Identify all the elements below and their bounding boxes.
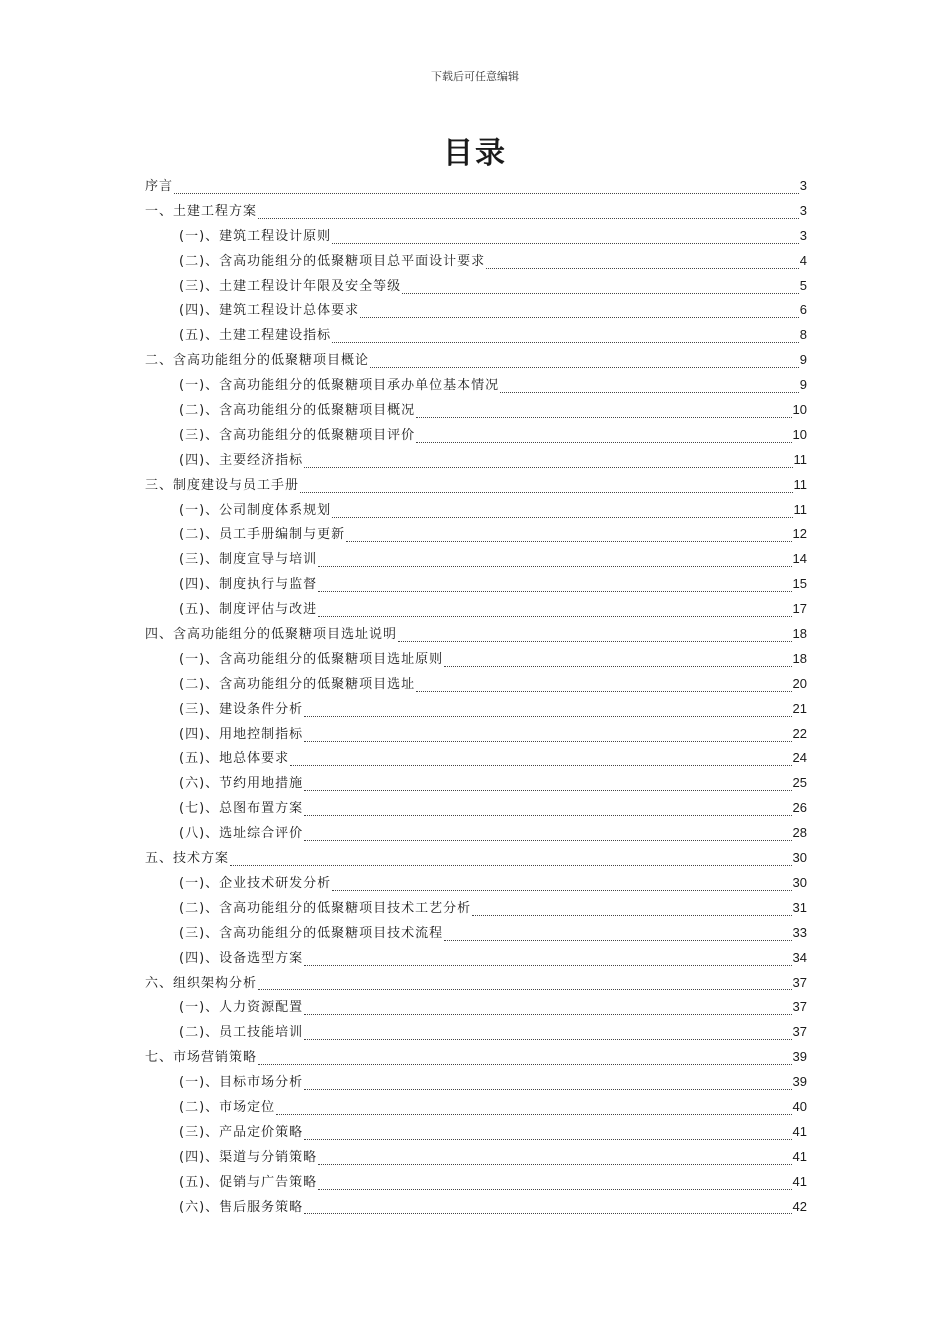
toc-entry-page-number: 37 bbox=[792, 1024, 807, 1040]
toc-entry[interactable] bbox=[145, 672, 807, 697]
toc-entry-label: (一)、建筑工程设计原则 bbox=[179, 228, 332, 244]
toc-entry-label: (四)、渠道与分销策略 bbox=[179, 1149, 318, 1165]
toc-entry-label: (一)、企业技术研发分析 bbox=[179, 875, 332, 891]
toc-dot-leader bbox=[304, 1004, 791, 1015]
toc-entry-page-number: 37 bbox=[792, 974, 807, 990]
toc-entry-page-number: 18 bbox=[792, 650, 807, 666]
toc-entry-label: (一)、公司制度体系规划 bbox=[179, 502, 332, 518]
toc-entry-label: (六)、售后服务策略 bbox=[179, 1199, 304, 1215]
toc-entry-page-number: 34 bbox=[792, 949, 807, 965]
toc-entry-page-number: 41 bbox=[792, 1123, 807, 1139]
toc-entry-page-number: 39 bbox=[792, 1074, 807, 1090]
toc-entry-label: (五)、地总体要求 bbox=[179, 751, 290, 767]
toc-entry-label: (三)、建设条件分析 bbox=[179, 701, 304, 717]
toc-entry[interactable] bbox=[145, 1170, 807, 1195]
toc-dot-leader bbox=[360, 307, 799, 318]
toc-entry-label: (一)、含高功能组分的低聚糖项目选址原则 bbox=[179, 651, 444, 667]
toc-entry-page-number: 41 bbox=[792, 1148, 807, 1164]
toc-dot-leader bbox=[304, 731, 791, 742]
toc-entry[interactable] bbox=[145, 199, 807, 224]
toc-entry-label: (六)、节约用地措施 bbox=[179, 776, 304, 792]
toc-entry-page-number: 4 bbox=[799, 252, 807, 268]
toc-entry-label: 五、技术方案 bbox=[145, 851, 230, 867]
toc-entry[interactable] bbox=[145, 274, 807, 299]
toc-dot-leader bbox=[304, 1029, 791, 1040]
toc-entry-page-number: 21 bbox=[792, 700, 807, 716]
toc-entry[interactable] bbox=[145, 1145, 807, 1170]
table-of-contents bbox=[145, 174, 807, 1219]
toc-dot-leader bbox=[472, 905, 791, 916]
toc-entry-label: (五)、土建工程建设指标 bbox=[179, 328, 332, 344]
toc-entry-label: (四)、建筑工程设计总体要求 bbox=[179, 303, 360, 319]
toc-entry-page-number: 28 bbox=[792, 825, 807, 841]
toc-entry[interactable] bbox=[145, 298, 807, 323]
toc-entry-label: (四)、主要经济指标 bbox=[179, 452, 304, 468]
toc-entry-page-number: 37 bbox=[792, 999, 807, 1015]
toc-entry-page-number: 30 bbox=[792, 874, 807, 890]
toc-dot-leader bbox=[174, 183, 799, 194]
toc-dot-leader bbox=[300, 482, 792, 493]
toc-dot-leader bbox=[304, 780, 791, 791]
toc-entry[interactable] bbox=[145, 572, 807, 597]
toc-entry-page-number: 11 bbox=[793, 501, 807, 517]
toc-entry-page-number: 25 bbox=[792, 775, 807, 791]
toc-entry-page-number: 24 bbox=[792, 750, 807, 766]
toc-entry-label: 四、含高功能组分的低聚糖项目选址说明 bbox=[145, 627, 398, 643]
toc-entry-page-number: 10 bbox=[792, 402, 807, 418]
toc-entry-page-number: 9 bbox=[799, 352, 807, 368]
toc-entry-label: (五)、制度评估与改进 bbox=[179, 602, 318, 618]
toc-dot-leader bbox=[416, 432, 791, 443]
toc-entry-label: 一、土建工程方案 bbox=[145, 203, 258, 219]
toc-entry[interactable] bbox=[145, 597, 807, 622]
toc-dot-leader bbox=[230, 855, 792, 866]
toc-entry-page-number: 5 bbox=[799, 277, 807, 293]
toc-dot-leader bbox=[318, 1179, 791, 1190]
toc-entry[interactable] bbox=[145, 771, 807, 796]
toc-entry[interactable] bbox=[145, 373, 807, 398]
toc-dot-leader bbox=[402, 283, 799, 294]
toc-entry-page-number: 18 bbox=[792, 626, 807, 642]
toc-entry-label: (三)、产品定价策略 bbox=[179, 1124, 304, 1140]
toc-entry[interactable] bbox=[145, 921, 807, 946]
toc-entry-page-number: 22 bbox=[792, 725, 807, 741]
page-title: 目录 bbox=[443, 136, 507, 171]
toc-entry[interactable] bbox=[145, 448, 807, 473]
toc-entry[interactable] bbox=[145, 871, 807, 896]
toc-entry-label: (二)、市场定位 bbox=[179, 1099, 276, 1115]
toc-dot-leader bbox=[304, 1129, 791, 1140]
toc-entry-label: (四)、设备选型方案 bbox=[179, 950, 304, 966]
toc-entry[interactable] bbox=[145, 522, 807, 547]
toc-entry-page-number: 11 bbox=[793, 451, 807, 467]
toc-entry-label: (一)、目标市场分析 bbox=[179, 1075, 304, 1091]
toc-entry[interactable] bbox=[145, 498, 807, 523]
toc-dot-leader bbox=[304, 1203, 791, 1214]
toc-entry[interactable] bbox=[145, 1045, 807, 1070]
toc-entry[interactable] bbox=[145, 1120, 807, 1145]
toc-entry-page-number: 41 bbox=[792, 1173, 807, 1189]
toc-entry-label: (五)、促销与广告策略 bbox=[179, 1174, 318, 1190]
toc-dot-leader bbox=[318, 581, 791, 592]
toc-entry-page-number: 33 bbox=[792, 924, 807, 940]
toc-entry-page-number: 20 bbox=[792, 675, 807, 691]
toc-entry-page-number: 9 bbox=[799, 377, 807, 393]
toc-entry-page-number: 39 bbox=[792, 1049, 807, 1065]
toc-entry-page-number: 26 bbox=[792, 800, 807, 816]
toc-dot-leader bbox=[318, 556, 791, 567]
toc-entry-page-number: 3 bbox=[799, 178, 807, 193]
toc-entry[interactable] bbox=[145, 1020, 807, 1045]
toc-dot-leader bbox=[318, 1154, 791, 1165]
toc-entry-label: 七、市场营销策略 bbox=[145, 1050, 258, 1066]
toc-dot-leader bbox=[416, 407, 791, 418]
toc-entry-label: (八)、选址综合评价 bbox=[179, 826, 304, 842]
toc-entry-label: (二)、员工技能培训 bbox=[179, 1025, 304, 1041]
toc-entry-label: 二、含高功能组分的低聚糖项目概论 bbox=[145, 353, 370, 369]
toc-entry[interactable] bbox=[145, 647, 807, 672]
toc-dot-leader bbox=[346, 531, 791, 542]
toc-entry-page-number: 3 bbox=[799, 227, 807, 243]
toc-entry[interactable] bbox=[145, 423, 807, 448]
toc-dot-leader bbox=[332, 233, 799, 244]
toc-entry[interactable] bbox=[145, 323, 807, 348]
toc-entry[interactable] bbox=[145, 1070, 807, 1095]
toc-entry[interactable] bbox=[145, 995, 807, 1020]
toc-entry-label: (三)、土建工程设计年限及安全等级 bbox=[179, 278, 402, 294]
toc-entry-label: (二)、员工手册编制与更新 bbox=[179, 527, 346, 543]
toc-dot-leader bbox=[258, 979, 792, 990]
toc-entry-page-number: 6 bbox=[799, 302, 807, 318]
toc-entry[interactable] bbox=[145, 224, 807, 249]
toc-entry[interactable] bbox=[145, 174, 807, 199]
toc-dot-leader bbox=[258, 1054, 792, 1065]
toc-entry-label: 三、制度建设与员工手册 bbox=[145, 477, 300, 493]
toc-entry[interactable] bbox=[145, 547, 807, 572]
toc-dot-leader bbox=[486, 258, 799, 269]
toc-entry[interactable] bbox=[145, 473, 807, 498]
toc-dot-leader bbox=[444, 930, 791, 941]
toc-dot-leader bbox=[444, 656, 791, 667]
toc-dot-leader bbox=[318, 606, 791, 617]
toc-entry-page-number: 30 bbox=[792, 850, 807, 866]
toc-dot-leader bbox=[276, 1104, 791, 1115]
toc-entry[interactable] bbox=[145, 1195, 807, 1220]
toc-entry-page-number: 10 bbox=[792, 426, 807, 442]
toc-entry-label: (三)、制度宣导与培训 bbox=[179, 552, 318, 568]
toc-entry[interactable] bbox=[145, 697, 807, 722]
toc-entry[interactable] bbox=[145, 946, 807, 971]
toc-entry-label: (四)、制度执行与监督 bbox=[179, 577, 318, 593]
toc-dot-leader bbox=[416, 681, 791, 692]
toc-entry-label: (二)、含高功能组分的低聚糖项目概况 bbox=[179, 403, 416, 419]
toc-dot-leader bbox=[332, 507, 792, 518]
toc-entry-page-number: 40 bbox=[792, 1098, 807, 1114]
toc-dot-leader bbox=[304, 805, 791, 816]
toc-dot-leader bbox=[332, 332, 799, 343]
toc-dot-leader bbox=[398, 631, 792, 642]
page-header: 下载后可任意编辑 bbox=[431, 70, 519, 83]
toc-dot-leader bbox=[290, 755, 791, 766]
toc-entry-page-number: 12 bbox=[792, 526, 807, 542]
toc-entry-label: (四)、用地控制指标 bbox=[179, 726, 304, 742]
toc-dot-leader bbox=[258, 208, 799, 219]
toc-entry[interactable] bbox=[145, 846, 807, 871]
toc-entry[interactable] bbox=[145, 896, 807, 921]
toc-entry[interactable] bbox=[145, 1095, 807, 1120]
toc-dot-leader bbox=[304, 830, 791, 841]
toc-dot-leader bbox=[332, 880, 791, 891]
toc-entry-page-number: 3 bbox=[799, 202, 807, 218]
toc-entry-page-number: 42 bbox=[792, 1198, 807, 1214]
toc-dot-leader bbox=[304, 457, 792, 468]
toc-dot-leader bbox=[370, 357, 799, 368]
toc-entry[interactable] bbox=[145, 746, 807, 771]
toc-entry[interactable] bbox=[145, 821, 807, 846]
toc-entry-label: (一)、人力资源配置 bbox=[179, 1000, 304, 1016]
toc-entry-label: (二)、含高功能组分的低聚糖项目选址 bbox=[179, 676, 416, 692]
toc-entry[interactable] bbox=[145, 622, 807, 647]
toc-entry-label: (二)、含高功能组分的低聚糖项目技术工艺分析 bbox=[179, 900, 472, 916]
toc-entry[interactable] bbox=[145, 249, 807, 274]
toc-entry[interactable] bbox=[145, 971, 807, 996]
toc-dot-leader bbox=[500, 382, 799, 393]
toc-entry-label: 六、组织架构分析 bbox=[145, 975, 258, 991]
toc-entry-page-number: 15 bbox=[792, 576, 807, 592]
toc-entry-page-number: 14 bbox=[792, 551, 807, 567]
toc-entry-label: (七)、总图布置方案 bbox=[179, 801, 304, 817]
toc-entry[interactable] bbox=[145, 348, 807, 373]
toc-entry-label: (三)、含高功能组分的低聚糖项目技术流程 bbox=[179, 925, 444, 941]
toc-entry-label: (三)、含高功能组分的低聚糖项目评价 bbox=[179, 427, 416, 443]
toc-entry-page-number: 11 bbox=[793, 476, 807, 492]
toc-dot-leader bbox=[304, 955, 791, 966]
toc-dot-leader bbox=[304, 706, 791, 717]
toc-entry-page-number: 31 bbox=[792, 899, 807, 915]
toc-entry-label: 序言 bbox=[145, 179, 174, 194]
toc-entry-label: (一)、含高功能组分的低聚糖项目承办单位基本情况 bbox=[179, 378, 500, 394]
toc-entry[interactable] bbox=[145, 398, 807, 423]
toc-entry-page-number: 17 bbox=[792, 601, 807, 617]
toc-dot-leader bbox=[304, 1079, 791, 1090]
toc-entry-label: (二)、含高功能组分的低聚糖项目总平面设计要求 bbox=[179, 253, 486, 269]
toc-entry-page-number: 8 bbox=[799, 327, 807, 343]
toc-entry[interactable] bbox=[145, 796, 807, 821]
toc-entry[interactable] bbox=[145, 722, 807, 747]
